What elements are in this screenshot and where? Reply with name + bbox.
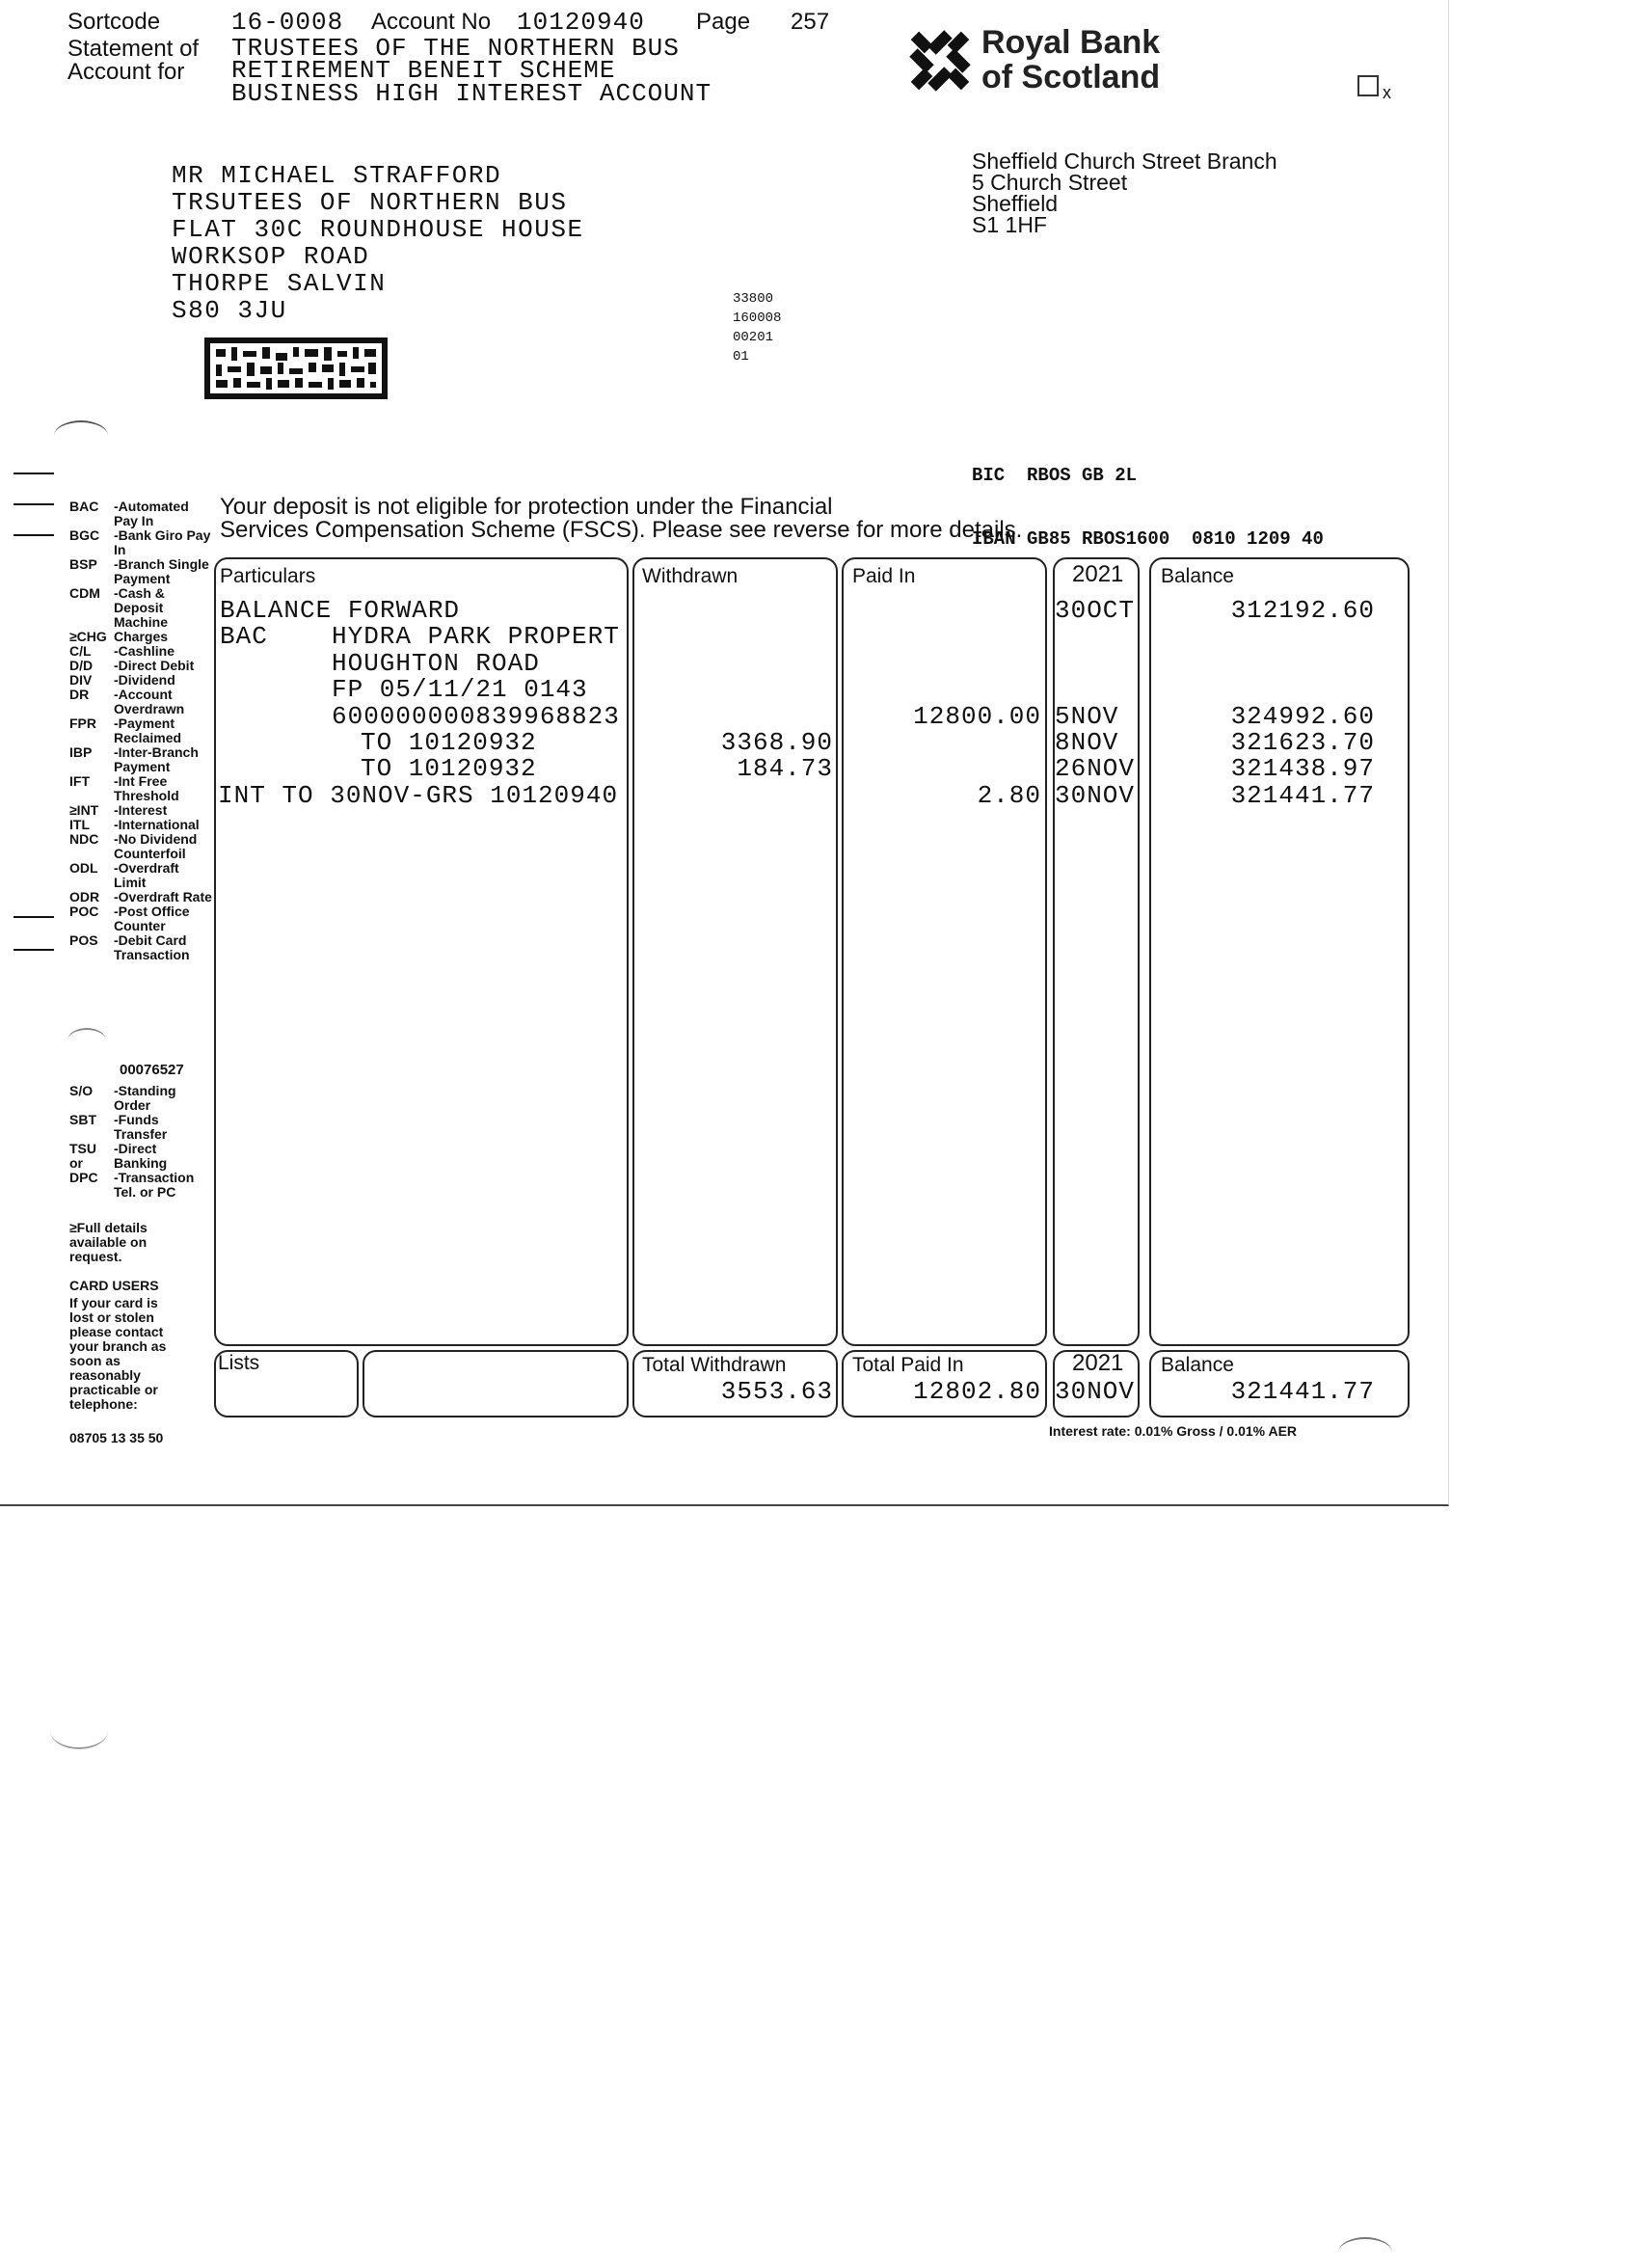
glossary-code: ODR bbox=[69, 889, 100, 904]
glossary-description: -Dividend bbox=[114, 672, 175, 688]
footer-date: 30NOV bbox=[1055, 1377, 1136, 1406]
glossary-entry bbox=[69, 1171, 214, 1200]
row-balance: 321623.70 bbox=[1230, 728, 1375, 757]
glossary-reference: 00076527 bbox=[120, 1062, 184, 1078]
glossary-entry bbox=[69, 673, 214, 688]
code-line: 00201 bbox=[733, 330, 774, 345]
row-date: 5NOV bbox=[1055, 701, 1119, 731]
total-paid-in-value: 12802.80 bbox=[913, 1377, 1041, 1406]
glossary-entry bbox=[69, 586, 214, 630]
glossary-description: -No Dividend Counterfoil bbox=[114, 831, 198, 861]
glossary-description: -Account Overdrawn bbox=[114, 687, 185, 716]
glossary-code: CDM bbox=[69, 585, 100, 601]
code-line: 01 bbox=[733, 349, 749, 364]
footer-balance-value: 321441.77 bbox=[1230, 1377, 1375, 1406]
footer-year: 2021 bbox=[1072, 1350, 1124, 1376]
glossary-entry bbox=[69, 644, 214, 659]
glossary-description: Charges bbox=[114, 629, 169, 644]
row-balance: 321441.77 bbox=[1230, 780, 1375, 810]
glossary-description: -Cashline bbox=[114, 643, 175, 659]
glossary-entry bbox=[69, 688, 214, 716]
row-date: 30NOV bbox=[1055, 780, 1136, 810]
transaction-code-glossary-2 bbox=[69, 1084, 214, 1200]
row-particulars: TO 10120932 bbox=[361, 754, 537, 784]
lists-label: Lists bbox=[218, 1352, 260, 1374]
glossary-description: -Overdraft Rate bbox=[114, 889, 212, 904]
glossary-description: -Int Free Threshold bbox=[114, 773, 179, 803]
interest-rate: Interest rate: 0.01% Gross / 0.01% AER bbox=[1049, 1423, 1298, 1439]
paid-in-header: Paid In bbox=[852, 565, 916, 587]
glossary-entry bbox=[69, 1113, 214, 1142]
row-date: 26NOV bbox=[1055, 754, 1136, 784]
glossary-code: D/D bbox=[69, 658, 94, 673]
row-date: 8NOV bbox=[1055, 728, 1119, 757]
glossary-code: ≥CHG bbox=[69, 629, 107, 644]
checkbox[interactable] bbox=[1357, 75, 1379, 96]
branch-line: Sheffield Church Street Branch bbox=[972, 148, 1277, 174]
glossary-code: S/O bbox=[69, 1083, 94, 1098]
branch-line: S1 1HF bbox=[972, 212, 1047, 237]
card-users-text: If your card is lost or stolen please contact your branch as soon as reasonably practicable or telephone: bbox=[69, 1295, 167, 1412]
glossary-code: DR bbox=[69, 687, 90, 702]
row-particulars: HYDRA PARK PROPERT bbox=[332, 622, 620, 652]
glossary-description: -Inter-Branch Payment bbox=[114, 744, 199, 774]
row-withdrawn: 184.73 bbox=[737, 754, 833, 784]
total-withdrawn-label: Total Withdrawn bbox=[642, 1354, 787, 1376]
sortcode-value: 16-0008 bbox=[231, 8, 344, 37]
barcode bbox=[204, 338, 388, 399]
lists-blank-box bbox=[363, 1350, 629, 1418]
glossary-description: -Direct bbox=[114, 1141, 157, 1156]
punch-mark bbox=[1338, 2237, 1392, 2268]
row-type: BAC bbox=[220, 622, 268, 652]
glossary-code: DIV bbox=[69, 672, 93, 688]
row-balance: 321438.97 bbox=[1230, 754, 1375, 784]
code-line: 160008 bbox=[733, 310, 782, 326]
bank-name-line-2: of Scotland bbox=[981, 59, 1161, 95]
glossary-description: -Post Office Counter bbox=[114, 904, 190, 933]
full-details-note: ≥Full details available on request. bbox=[69, 1220, 148, 1264]
particulars-header: Particulars bbox=[220, 565, 316, 587]
account-no-label: Account No bbox=[371, 9, 492, 35]
glossary-code: BAC bbox=[69, 499, 99, 514]
glossary-entry bbox=[69, 1156, 214, 1171]
mailing-codes bbox=[733, 289, 781, 366]
row-particulars: INT TO 30NOV-GRS 10120940 bbox=[218, 780, 619, 810]
branch-line: 5 Church Street bbox=[972, 170, 1128, 195]
glossary-description: -Transaction Tel. or PC bbox=[114, 1170, 195, 1200]
punch-mark bbox=[67, 1028, 106, 1053]
row-balance: 324992.60 bbox=[1230, 701, 1375, 731]
glossary-code: ITL bbox=[69, 817, 90, 832]
punch-mark bbox=[54, 420, 108, 451]
recipient-address bbox=[172, 162, 584, 324]
glossary-description: -Direct Debit bbox=[114, 658, 195, 673]
total-withdrawn-value: 3553.63 bbox=[720, 1377, 833, 1406]
glossary-entry bbox=[69, 832, 214, 861]
glossary-description: -Branch Single Payment bbox=[114, 556, 209, 586]
fscs-notice bbox=[220, 496, 1022, 542]
bic: BIC RBOS GB 2L bbox=[972, 465, 1138, 486]
glossary-description: -Interest bbox=[114, 802, 168, 818]
glossary-code: FPR bbox=[69, 716, 96, 731]
iban: IBAN GB85 RBOS1600 0810 1209 40 bbox=[972, 528, 1324, 550]
glossary-code: ≥INT bbox=[69, 802, 99, 818]
glossary-code: NDC bbox=[69, 831, 99, 847]
glossary-description: -Debit Card Transaction bbox=[114, 932, 190, 962]
margin-tick bbox=[13, 534, 54, 536]
glossary-entry bbox=[69, 774, 214, 803]
row-paid-in: 2.80 bbox=[977, 780, 1041, 810]
fscs-notice-line: Services Compensation Scheme (FSCS). Please see reverse for more details. bbox=[220, 517, 1023, 543]
account-name-line-3: BUSINESS HIGH INTEREST ACCOUNT bbox=[231, 79, 712, 108]
margin-tick bbox=[13, 949, 54, 951]
glossary-entry bbox=[69, 890, 214, 904]
glossary-entry bbox=[69, 716, 214, 745]
row-particulars: 600000000839968823 bbox=[332, 701, 620, 731]
glossary-description: -Cash & Deposit Machine bbox=[114, 585, 169, 630]
glossary-entry bbox=[69, 818, 214, 832]
glossary-entry bbox=[69, 557, 214, 586]
glossary-code: IFT bbox=[69, 773, 90, 789]
glossary-description: -Standing Order bbox=[114, 1083, 176, 1113]
bank-name-line-1: Royal Bank bbox=[981, 24, 1161, 61]
glossary-entry bbox=[69, 745, 214, 774]
row-particulars: HOUGHTON ROAD bbox=[332, 648, 540, 678]
glossary-entry bbox=[69, 861, 214, 890]
card-users-phone: 08705 13 35 50 bbox=[69, 1430, 164, 1445]
row-paid-in: 12800.00 bbox=[913, 701, 1041, 731]
glossary-description: -Payment Reclaimed bbox=[114, 716, 182, 745]
branch-address bbox=[972, 150, 1277, 235]
page-label: Page bbox=[696, 9, 751, 35]
address-line: THORPE SALVIN bbox=[172, 269, 387, 298]
glossary-code: C/L bbox=[69, 643, 92, 659]
address-line: FLAT 30C ROUNDHOUSE HOUSE bbox=[172, 215, 584, 244]
address-line: S80 3JU bbox=[172, 296, 287, 325]
branch-line: Sheffield bbox=[972, 191, 1059, 216]
address-line: TRSUTEES OF NORTHERN BUS bbox=[172, 188, 568, 217]
margin-tick bbox=[13, 916, 54, 918]
punch-mark bbox=[50, 1713, 108, 1749]
checkbox-mark: x bbox=[1383, 83, 1391, 102]
paid-in-column bbox=[842, 557, 1047, 1346]
row-particulars: FP 05/11/21 0143 bbox=[332, 675, 588, 705]
row-balance: 312192.60 bbox=[1230, 596, 1375, 625]
glossary-code: IBP bbox=[69, 744, 93, 760]
margin-tick bbox=[13, 472, 54, 474]
footer-balance-label: Balance bbox=[1161, 1354, 1234, 1376]
glossary-description: -Overdraft Limit bbox=[114, 860, 179, 890]
glossary-description: Banking bbox=[114, 1155, 168, 1171]
glossary-entry bbox=[69, 500, 214, 528]
glossary-description: -International bbox=[114, 817, 200, 832]
glossary-code: TSU bbox=[69, 1141, 96, 1156]
fscs-notice-line: Your deposit is not eligible for protection under the Financial bbox=[220, 494, 833, 520]
glossary-entry bbox=[69, 1142, 214, 1156]
balance-column bbox=[1149, 557, 1410, 1346]
row-particulars: BALANCE FORWARD bbox=[220, 596, 461, 625]
date-column bbox=[1053, 557, 1140, 1346]
glossary-code: ODL bbox=[69, 860, 98, 876]
statement-label: Statement of bbox=[67, 36, 200, 62]
rbs-logo-icon bbox=[906, 27, 974, 94]
glossary-code: BGC bbox=[69, 527, 100, 543]
withdrawn-column bbox=[632, 557, 838, 1346]
code-line: 33800 bbox=[733, 291, 774, 307]
account-no-value: 10120940 bbox=[517, 8, 645, 37]
glossary-code: POC bbox=[69, 904, 99, 919]
sortcode-label: Sortcode bbox=[67, 9, 161, 35]
glossary-entry bbox=[69, 803, 214, 818]
page-number: 257 bbox=[791, 9, 830, 35]
balance-header: Balance bbox=[1161, 565, 1234, 587]
glossary-code: DPC bbox=[69, 1170, 98, 1185]
account-name-line-2: RETIREMENT BENEIT SCHEME bbox=[231, 56, 616, 85]
card-users-heading: CARD USERS bbox=[69, 1278, 159, 1293]
row-particulars: TO 10120932 bbox=[361, 728, 537, 757]
glossary-code: or bbox=[69, 1155, 83, 1171]
year-header: 2021 bbox=[1072, 561, 1124, 587]
glossary-description: -Funds Transfer bbox=[114, 1112, 168, 1142]
glossary-entry bbox=[69, 1084, 214, 1113]
glossary-description: -Automated Pay In bbox=[114, 499, 189, 528]
glossary-entry bbox=[69, 528, 214, 557]
margin-tick bbox=[13, 503, 54, 505]
glossary-entry bbox=[69, 933, 214, 962]
account-for-label: Account for bbox=[67, 59, 185, 85]
glossary-code: BSP bbox=[69, 556, 97, 572]
row-withdrawn: 3368.90 bbox=[720, 728, 833, 757]
account-name-line-1: TRUSTEES OF THE NORTHERN BUS bbox=[231, 34, 680, 63]
total-paid-in-label: Total Paid In bbox=[852, 1354, 964, 1376]
address-line: WORKSOP ROAD bbox=[172, 242, 370, 271]
glossary-code: SBT bbox=[69, 1112, 96, 1127]
row-date: 30OCT bbox=[1055, 596, 1136, 625]
glossary-entry bbox=[69, 904, 214, 933]
address-line: MR MICHAEL STRAFFORD bbox=[172, 161, 502, 190]
glossary-code: POS bbox=[69, 932, 98, 948]
glossary-entry bbox=[69, 659, 214, 673]
glossary-entry bbox=[69, 630, 214, 644]
withdrawn-header: Withdrawn bbox=[642, 565, 739, 587]
transaction-code-glossary bbox=[69, 500, 214, 962]
glossary-description: -Bank Giro Pay In bbox=[114, 527, 211, 557]
